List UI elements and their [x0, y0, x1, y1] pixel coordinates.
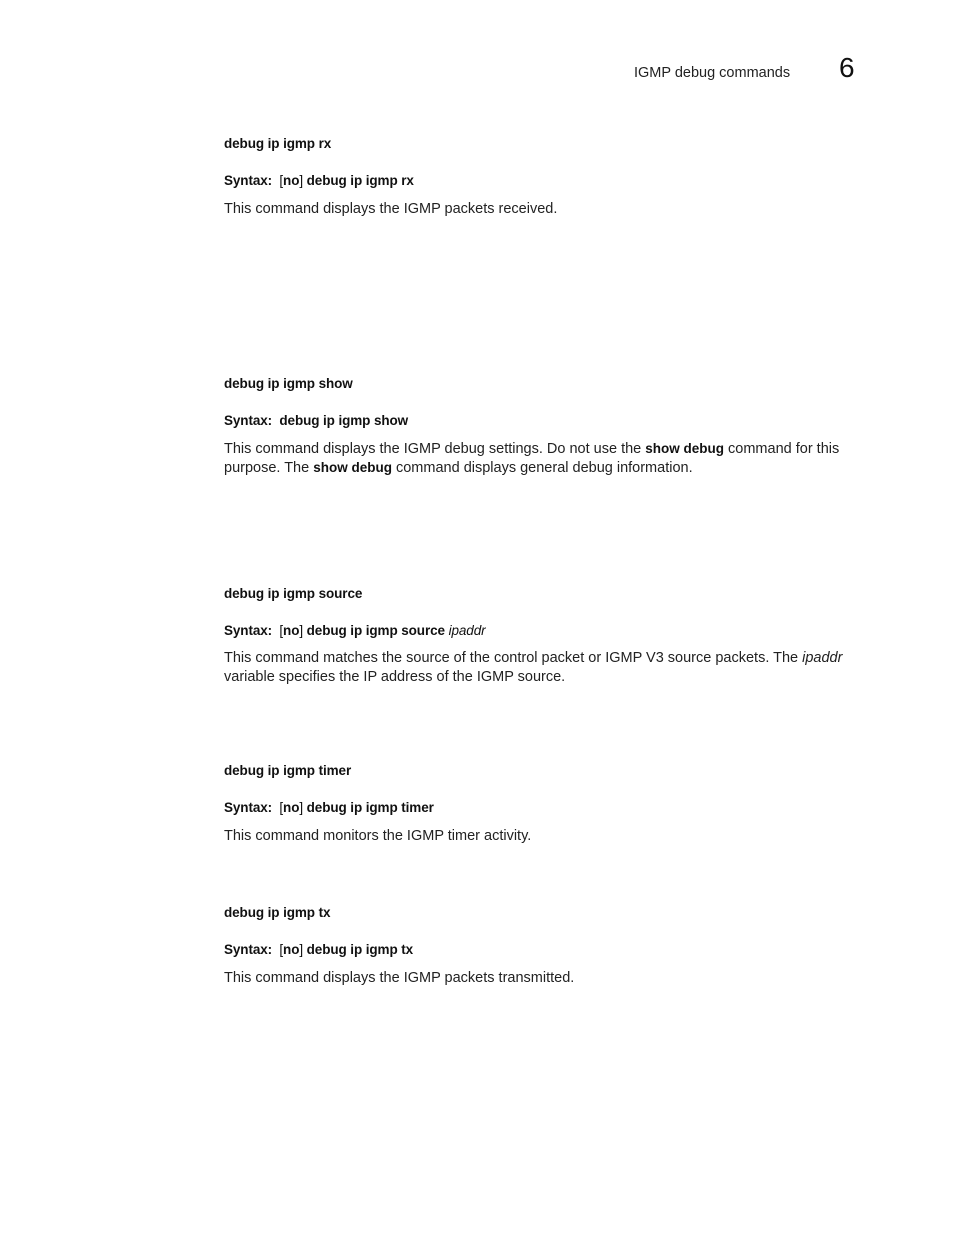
command-heading: debug ip igmp timer	[224, 763, 352, 778]
syntax-optional-keyword: no	[283, 942, 300, 957]
command-description: This command monitors the IGMP timer activity.	[224, 828, 532, 844]
syntax-open-bracket: [	[279, 623, 284, 638]
syntax-label: Syntax:	[224, 942, 273, 957]
command-heading: debug ip igmp rx	[224, 136, 332, 151]
syntax-variable: ipaddr	[448, 623, 486, 638]
syntax-open-bracket: [	[279, 800, 284, 815]
syntax-label: Syntax:	[224, 413, 273, 428]
command-syntax	[224, 173, 414, 188]
syntax-optional-keyword: no	[283, 173, 300, 188]
syntax-open-bracket: [	[279, 942, 284, 957]
header-section-title: IGMP debug commands	[634, 65, 791, 81]
syntax-close-bracket: ]	[299, 173, 303, 188]
command-heading: debug ip igmp tx	[224, 905, 331, 920]
command-syntax	[224, 942, 413, 957]
command-description: This command displays the IGMP packets received.	[224, 201, 558, 217]
syntax-optional-keyword: no	[283, 623, 300, 638]
description-variable-ref: ipaddr	[802, 650, 843, 666]
description-text: This command matches the source of the control packet or IGMP V3 source packets. The	[224, 650, 803, 666]
syntax-label: Syntax:	[224, 623, 273, 638]
syntax-label: Syntax:	[224, 800, 273, 815]
description-text: command displays general debug information.	[391, 459, 693, 476]
description-text: This command displays the IGMP debug settings. Do not use the	[224, 441, 646, 457]
command-syntax	[224, 413, 408, 428]
command-heading: debug ip igmp show	[224, 376, 353, 391]
header-chapter-number: 6	[839, 52, 855, 83]
description-text: command for this purpose. The	[224, 441, 840, 476]
syntax-close-bracket: ]	[299, 800, 303, 815]
command-heading: debug ip igmp source	[224, 586, 363, 601]
command-description: This command displays the IGMP packets transmitted.	[224, 970, 575, 986]
command-description	[224, 440, 860, 477]
syntax-label: Syntax:	[224, 173, 273, 188]
syntax-command: debug ip igmp rx	[306, 173, 414, 188]
syntax-command: debug ip igmp show	[279, 413, 409, 428]
command-description	[224, 649, 860, 686]
syntax-command: debug ip igmp tx	[306, 942, 414, 957]
syntax-close-bracket: ]	[299, 942, 303, 957]
syntax-open-bracket: [	[279, 173, 284, 188]
page-header	[0, 0, 954, 100]
syntax-command: debug ip igmp source	[306, 623, 445, 638]
description-command-ref: show debug	[313, 459, 392, 475]
command-syntax	[224, 623, 486, 638]
description-command-ref: show debug	[645, 441, 725, 456]
syntax-close-bracket: ]	[299, 623, 303, 638]
command-syntax	[224, 800, 434, 815]
description-text: variable specifies the IP address of the IGMP source.	[224, 668, 566, 685]
syntax-command: debug ip igmp timer	[306, 800, 434, 815]
syntax-optional-keyword: no	[283, 800, 300, 815]
